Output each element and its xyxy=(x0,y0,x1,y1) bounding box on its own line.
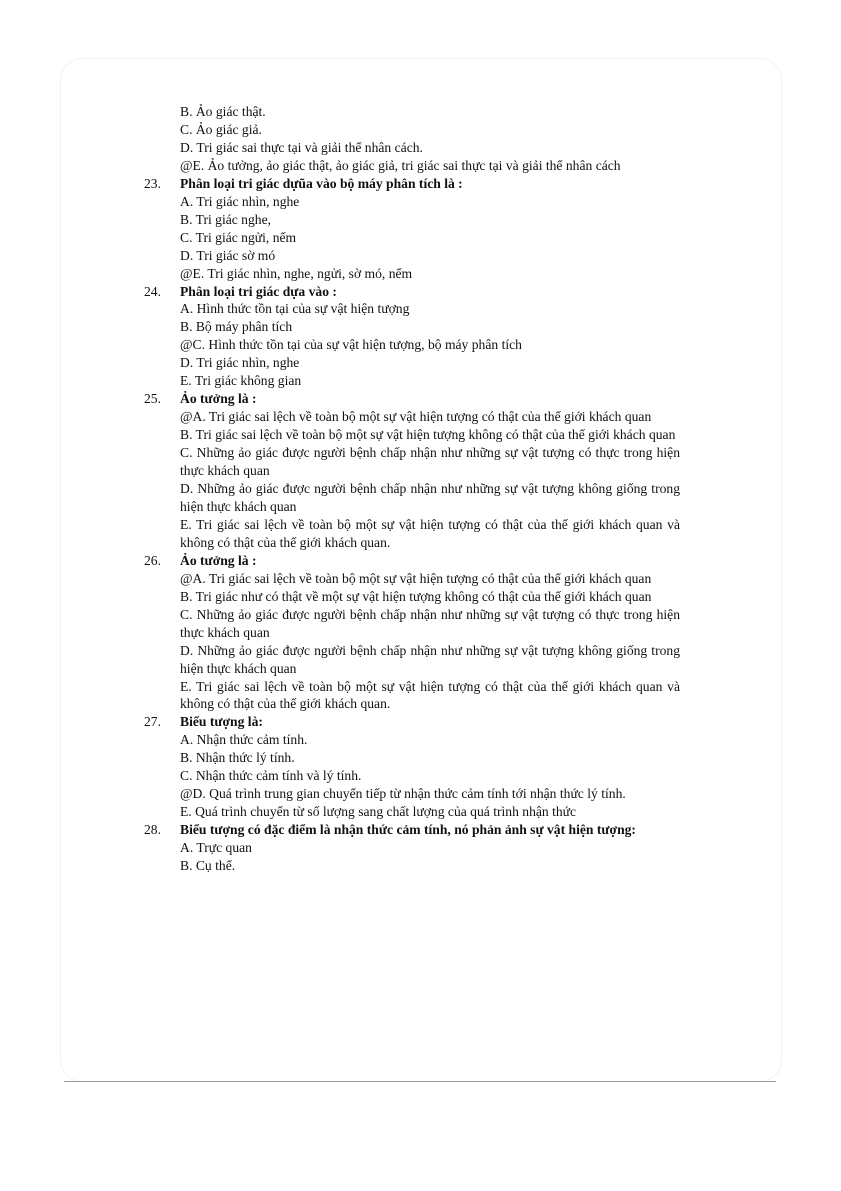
question-number: 28. xyxy=(144,822,161,838)
answer-option: A. Tri giác nhìn, nghe xyxy=(180,193,300,209)
answer-option: D. Tri giác sai thực tại và giải thể nhân cách. xyxy=(180,139,423,155)
answer-option: C. Ảo giác giả. xyxy=(180,121,262,137)
answer-option: C. Nhận thức cảm tính và lý tính. xyxy=(180,768,362,784)
answer-option: C. Những ảo giác được người bệnh chấp nhận như những sự vật tượng có thực trong hiện thực khách quan xyxy=(180,445,680,479)
answer-option: D. Tri giác nhìn, nghe xyxy=(180,355,300,371)
question-number: 23. xyxy=(144,175,161,191)
answer-option: B. Ảo giác thật. xyxy=(180,104,266,119)
answer-option: E. Quá trình chuyển từ số lượng sang chất lượng của quá trình nhận thức xyxy=(180,804,577,820)
question-text: Phân loại tri giác dựa vào : xyxy=(180,283,337,299)
answer-option: D. Tri giác sờ mó xyxy=(180,247,276,263)
question-text: Biểu tượng là: xyxy=(180,714,263,730)
question-number: 27. xyxy=(144,714,161,730)
question-number: 24. xyxy=(144,283,161,299)
answer-option: A. Trực quan xyxy=(180,840,252,856)
question-row xyxy=(144,390,680,408)
answer-option: @E. Tri giác nhìn, nghe, ngửi, sờ mó, nếm xyxy=(180,265,413,281)
question-row xyxy=(144,552,680,570)
answer-option: E. Tri giác không gian xyxy=(180,373,302,389)
answer-option: B. Nhận thức lý tính. xyxy=(180,750,295,766)
question-row xyxy=(144,175,680,193)
question-row xyxy=(144,283,680,301)
document-body xyxy=(144,103,680,875)
answer-option: @C. Hình thức tồn tại của sự vật hiện tượng, bộ máy phân tích xyxy=(180,337,522,353)
question-text: Phân loại tri giác dựũa vào bộ máy phân tích là : xyxy=(180,175,463,191)
answer-option: @E. Ảo tưởng, ảo giác thật, ảo giác giả, tri giác sai thực tại và giải thể nhân cách xyxy=(180,157,621,173)
bottom-rule xyxy=(64,1081,776,1082)
answer-option: C. Tri giác ngửi, nếm xyxy=(180,229,297,245)
answer-option: @A. Tri giác sai lệch về toàn bộ một sự vật hiện tượng có thật của thế giới khách quan xyxy=(180,409,652,425)
answer-option: B. Bộ máy phân tích xyxy=(180,319,293,335)
question-row xyxy=(144,821,680,839)
answer-option: B. Tri giác sai lệch về toàn bộ một sự vật hiện tượng không có thật của thế giới khách quan xyxy=(180,427,676,443)
answer-option: E. Tri giác sai lệch về toàn bộ một sự vật hiện tượng có thật của thế giới khách quan và không có thật của thế giới khách quan. xyxy=(180,516,680,550)
question-number: 26. xyxy=(144,552,161,568)
answer-option: B. Cụ thể. xyxy=(180,858,236,874)
answer-option: C. Những ảo giác được người bệnh chấp nhận như những sự vật tượng có thực trong hiện thực khách quan xyxy=(180,606,680,640)
answer-option: E. Tri giác sai lệch về toàn bộ một sự vật hiện tượng có thật của thế giới khách quan và không có thật của thế giới khách quan. xyxy=(180,678,680,712)
answer-option: D. Những ảo giác được người bệnh chấp nhận như những sự vật tượng không giống trong hiện thực khách quan xyxy=(180,642,680,676)
answer-option: @A. Tri giác sai lệch về toàn bộ một sự vật hiện tượng có thật của thế giới khách quan xyxy=(180,570,652,586)
answer-option: B. Tri giác nghe, xyxy=(180,211,272,227)
answer-option: B. Tri giác như có thật về một sự vật hiện tượng không có thật của thế giới khách quan xyxy=(180,588,652,604)
answer-option: D. Những ảo giác được người bệnh chấp nhận như những sự vật tượng không giống trong hiện thực khách quan xyxy=(180,481,680,514)
question-text: Ảo tưởng là : xyxy=(180,391,257,407)
question-text: Biểu tượng có đặc điểm là nhận thức cảm tính, nó phản ảnh sự vật hiện tượng: xyxy=(180,822,636,838)
question-text: Ảo tưởng là : xyxy=(180,552,257,568)
answer-option: @D. Quá trình trung gian chuyển tiếp từ nhận thức cảm tính tới nhận thức lý tính. xyxy=(180,786,626,802)
question-number: 25. xyxy=(144,391,161,407)
answer-option: A. Nhận thức cảm tính. xyxy=(180,732,308,748)
question-row xyxy=(144,713,680,731)
answer-option: A. Hình thức tồn tại của sự vật hiện tượng xyxy=(180,301,410,317)
